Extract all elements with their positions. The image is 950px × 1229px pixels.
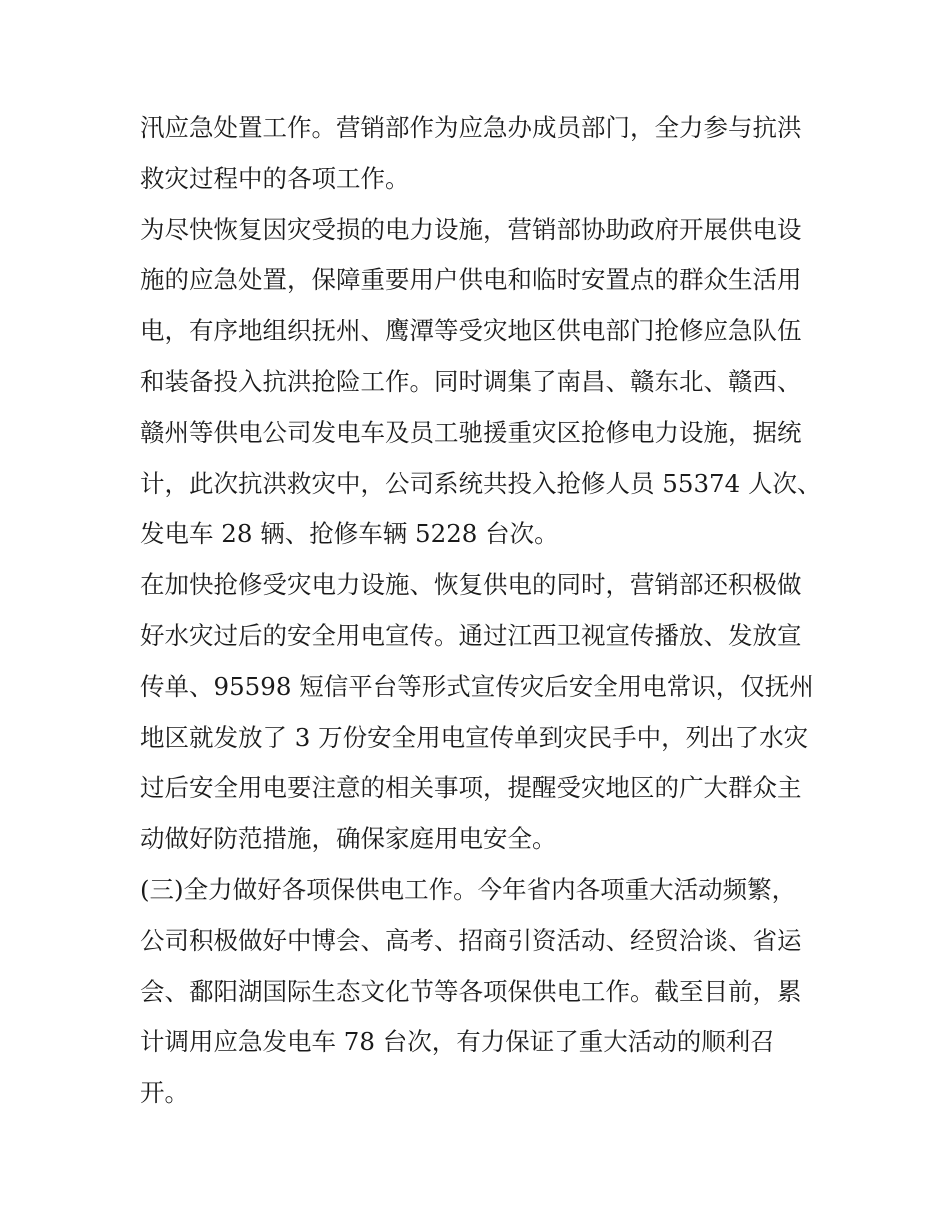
text-line: 汛应急处置工作。营销部作为应急办成员部门，全力参与抗洪 — [140, 113, 802, 142]
text-line: 为尽快恢复因灾受损的电力设施，营销部协助政府开展供电设 — [140, 214, 802, 244]
text-line: 地区就发放了 3 万份安全用电宣传单到灾民手中，列出了水灾 — [140, 722, 809, 752]
text-line: 计，此次抗洪救灾中，公司系统共投入抢修人员 55374 人次、 — [140, 468, 822, 498]
text-line: 在加快抢修受灾电力设施、恢复供电的同时，营销部还积极做 — [140, 570, 802, 600]
text-line: 开。 — [140, 1078, 189, 1108]
text-line: 好水灾过后的安全用电宣传。通过江西卫视宣传播放、发放宣 — [140, 620, 802, 650]
text-line: 过后安全用电要注意的相关事项，提醒受灾地区的广大群众主 — [140, 773, 802, 803]
text-line: 会、鄱阳湖国际生态文化节等各项保供电工作。截至目前，累 — [140, 976, 802, 1006]
text-line: 和装备投入抗洪抢险工作。同时调集了南昌、赣东北、赣西、 — [140, 366, 802, 396]
text-line: 公司积极做好中博会、高考、招商引资活动、经贸洽谈、省运 — [140, 925, 802, 955]
text-line: 传单、95598 短信平台等形式宣传灾后安全用电常识，仅抚州 — [140, 671, 814, 701]
text-line: 动做好防范措施，确保家庭用电安全。 — [140, 824, 557, 854]
text-line: 救灾过程中的各项工作。 — [140, 163, 410, 193]
text-line: 发电车 28 辆、抢修车辆 5228 台次。 — [140, 519, 559, 549]
text-line: 计调用应急发电车 78 台次，有力保证了重大活动的顺利召 — [140, 1027, 775, 1057]
body-text — [140, 103, 822, 1119]
text-line: 施的应急处置，保障重要用户供电和临时安置点的群众生活用 — [140, 265, 802, 295]
text-line: 电，有序地组织抚州、鹰潭等受灾地区供电部门抢修应急队伍 — [140, 316, 802, 346]
text-line: (三)全力做好各项保供电工作。今年省内各项重大活动频繁， — [140, 874, 797, 904]
text-line: 赣州等供电公司发电车及员工驰援重灾区抢修电力设施，据统 — [140, 417, 802, 447]
